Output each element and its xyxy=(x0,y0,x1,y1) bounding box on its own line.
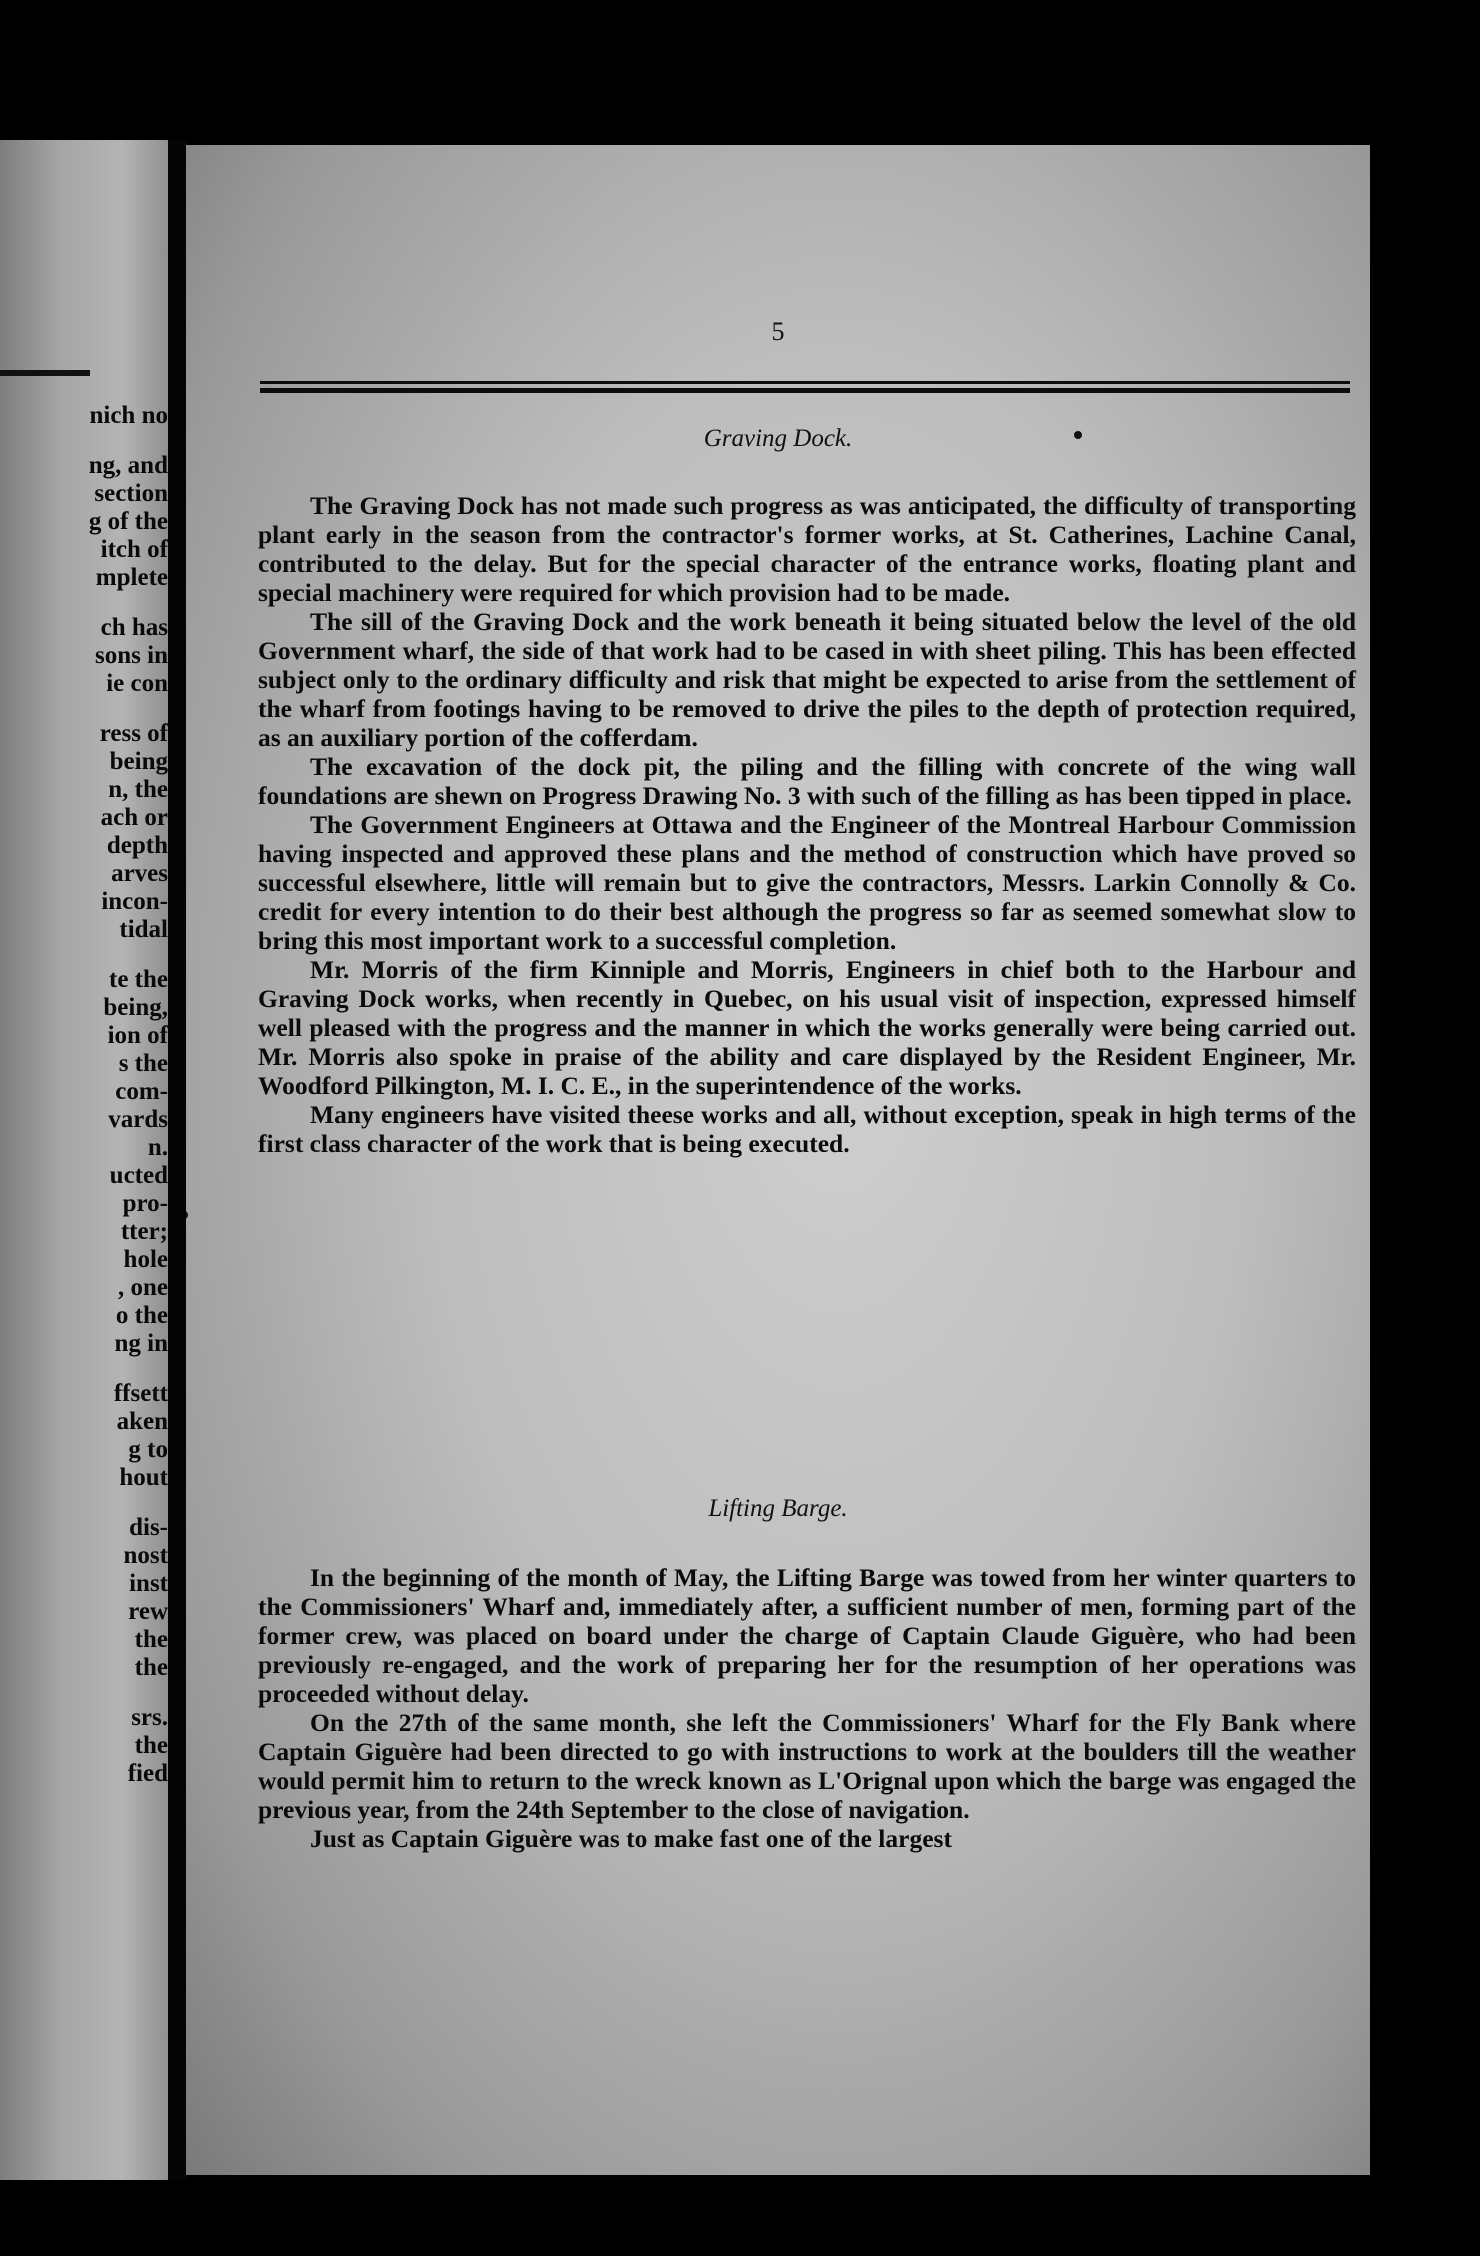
left-page-line: sons in xyxy=(95,642,168,669)
left-page-line: ach or xyxy=(100,804,168,831)
ink-speck xyxy=(1074,431,1082,439)
left-page-line: depth xyxy=(106,832,168,859)
header-rule xyxy=(260,381,1350,384)
left-page-line: srs. xyxy=(131,1704,168,1731)
left-page-line: , one xyxy=(118,1274,168,1301)
left-page-line: nost xyxy=(123,1542,168,1569)
left-page-line: g of the xyxy=(88,508,168,535)
left-page-text xyxy=(0,402,168,1788)
left-page-line: the xyxy=(134,1732,168,1759)
left-page-line: the xyxy=(134,1626,168,1653)
page-number: 5 xyxy=(771,317,785,346)
section-title-graving-dock: Graving Dock. xyxy=(703,425,853,452)
left-page-line: incon- xyxy=(101,888,168,915)
left-page-line: aken xyxy=(116,1408,168,1435)
left-page-line: ie con xyxy=(106,670,168,697)
left-facing-page xyxy=(0,140,174,2180)
left-page-line: nich no xyxy=(89,402,168,429)
left-page-line: section xyxy=(94,480,168,507)
left-page-line: inst xyxy=(129,1570,168,1597)
left-page-line: being, xyxy=(103,994,168,1021)
left-page-line: com- xyxy=(115,1078,168,1105)
left-page-line: tter; xyxy=(120,1218,168,1245)
left-page-line: ion of xyxy=(107,1022,168,1049)
paragraph: Many engineers have visited theese works and all, without exception, speak in high terms of the first class character of the work that is being executed. xyxy=(258,1100,1356,1158)
page-gutter xyxy=(168,140,188,2180)
document-page xyxy=(186,145,1370,2175)
left-page-gap xyxy=(0,592,168,614)
left-page-line: pro- xyxy=(122,1190,168,1217)
paragraph: In the beginning of the month of May, the Lifting Barge was towed from her winter quarters to the Commissioners' Wharf and, immediately after, a sufficient number of men, forming part of the former crew, was placed on board under the charge of Captain Claude Giguère, who had been previously re-engaged, and the work of preparing her for the resumption of her operations was proceeded without delay. xyxy=(258,1563,1356,1708)
left-page-line: n, the xyxy=(108,776,168,803)
left-page-line: being xyxy=(109,748,168,775)
left-page-rule xyxy=(0,370,90,376)
left-page-line: hole xyxy=(123,1246,168,1273)
paragraph: The excavation of the dock pit, the piling and the filling with concrete of the wing wall foundations are shewn on Progress Drawing No. 3 with such of the filling as has been tipped in place. xyxy=(258,752,1356,810)
left-page-gap xyxy=(0,1492,168,1514)
left-page-line: the xyxy=(134,1654,168,1681)
left-page-gap xyxy=(0,698,168,720)
left-page-line: mplete xyxy=(95,564,168,591)
left-page-line: itch of xyxy=(100,536,168,563)
left-page-gap xyxy=(0,1358,168,1380)
left-page-line: n. xyxy=(147,1134,168,1161)
left-page-line: ng in xyxy=(114,1330,168,1357)
left-page-line: arves xyxy=(111,860,168,887)
left-page-line: ress of xyxy=(99,720,168,747)
left-page-line: vards xyxy=(108,1106,168,1133)
paragraph: The sill of the Graving Dock and the work beneath it being situated below the level of the old Government wharf, the side of that work had to be cased in with sheet piling. This has been effected subject only to the ordinary difficulty and risk that might be expected to arise from the settlement of the wharf from footings having to be removed to drive the piles to the depth of protection required, as an auxiliary portion of the cofferdam. xyxy=(258,607,1356,752)
left-page-gap xyxy=(0,430,168,452)
paragraph: On the 27th of the same month, she left the Commissioners' Wharf for the Fly Bank where Captain Giguère had been directed to go with instructions to work at the boulders till the weather would permit him to return to the wreck known as L'Orignal upon which the barge was engaged the previous year, from the 24th September to the close of navigation. xyxy=(258,1708,1356,1824)
left-page-gap xyxy=(0,1682,168,1704)
section-body-lifting-barge xyxy=(258,1563,1356,1853)
left-page-line: ucted xyxy=(109,1162,168,1189)
paragraph: Just as Captain Giguère was to make fast one of the largest xyxy=(310,1824,952,1853)
paragraph: Mr. Morris of the firm Kinniple and Morris, Engineers in chief both to the Harbour and Graving Dock works, when recently in Quebec, on his usual visit of inspection, expressed himself well pleased with the progress and the manner in which the works generally were being carried out. Mr. Morris also spoke in praise of the ability and care displayed by the Resident Engineer, Mr. Woodford Pilkington, M. I. C. E., in the superintendence of the works. xyxy=(258,955,1356,1100)
paragraph: The Graving Dock has not made such progress as was anticipated, the difficulty of transporting plant early in the season from the contractor's former works, at St. Catherines, Lachine Canal, contributed to the delay. But for the special character of the entrance works, floating plant and special machinery were required for which provision had to be made. xyxy=(258,491,1356,607)
left-page-gap xyxy=(0,944,168,966)
left-page-line: s the xyxy=(118,1050,168,1077)
left-page-line: ng, and xyxy=(88,452,168,479)
left-page-line: dis- xyxy=(129,1514,168,1541)
left-page-line: hout xyxy=(119,1464,168,1491)
left-page-line: ch has xyxy=(100,614,168,641)
left-page-line: tidal xyxy=(119,916,168,943)
left-page-line: fied xyxy=(127,1760,168,1787)
paragraph: The Government Engineers at Ottawa and the Engineer of the Montreal Harbour Commission having inspected and approved these plans and the method of construction which have proved so successful elsewhere, little will remain but to give the contractors, Messrs. Larkin Connolly & Co. credit for every intention to do their best although the progress so far as seemed somewhat slow to bring this most important work to a successful completion. xyxy=(258,810,1356,955)
left-page-line: rew xyxy=(128,1598,168,1625)
left-page-line: g to xyxy=(128,1436,168,1463)
section-title-lifting-barge: Lifting Barge. xyxy=(708,1495,848,1522)
section-body-graving-dock xyxy=(258,491,1356,1158)
left-page-line: o the xyxy=(115,1302,168,1329)
left-page-line: te the xyxy=(109,966,168,993)
ink-speck xyxy=(186,1211,188,1219)
left-page-line: ffsett xyxy=(113,1380,168,1407)
header-rule-thick xyxy=(260,388,1350,393)
